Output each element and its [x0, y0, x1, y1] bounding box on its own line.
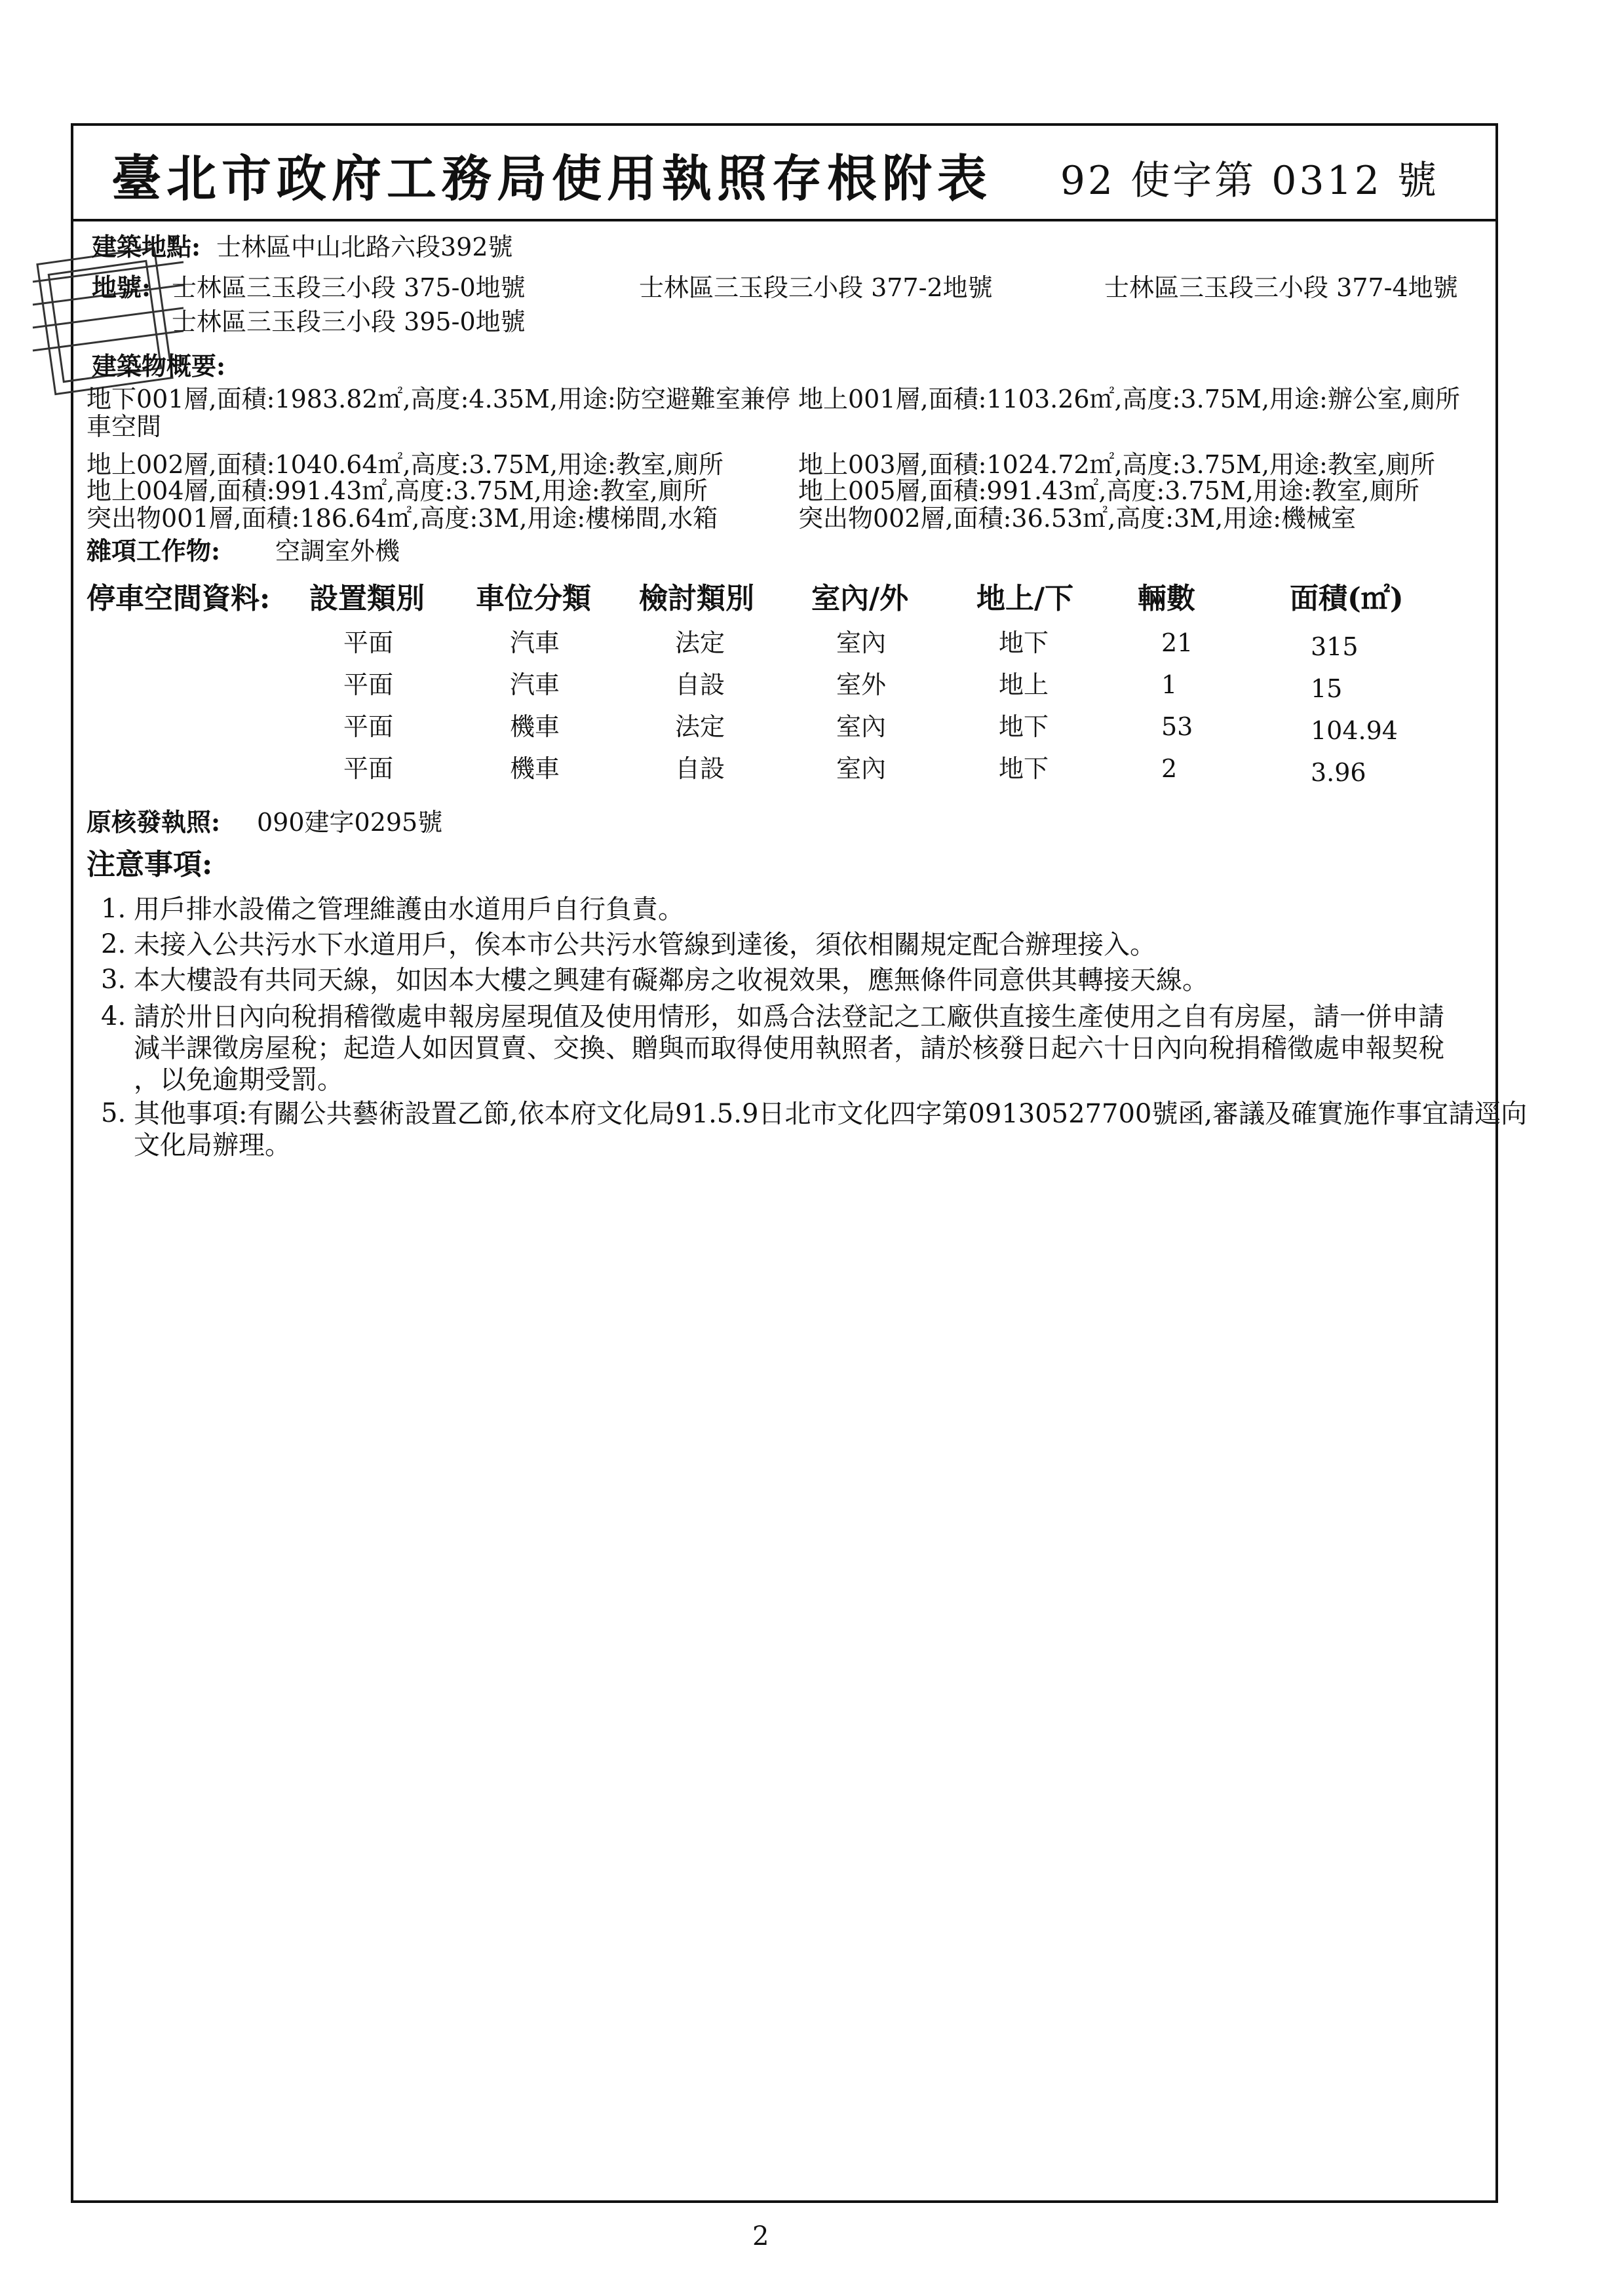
title-row — [71, 123, 1498, 221]
parking-header: 檢討類別 — [639, 582, 754, 615]
table-cell: 機車 — [510, 754, 560, 783]
floor-3: 地上003層,面積:1024.72㎡,高度:3.75M,用途:教室,廁所 — [798, 450, 1435, 479]
table-cell: 地下 — [999, 754, 1049, 783]
floor-5: 地上005層,面積:991.43㎡,高度:3.75M,用途:教室,廁所 — [798, 476, 1419, 505]
table-cell: 地下 — [999, 628, 1049, 657]
floor-1: 地上001層,面積:1103.26㎡,高度:3.75M,用途:辦公室,廁所 — [798, 385, 1460, 413]
table-cell: 1 — [1161, 670, 1178, 699]
floor-b1: 地下001層,面積:1983.82㎡,高度:4.35M,用途:防空避難室兼停 — [87, 385, 790, 413]
address-value: 士林區中山北路六段392號 — [216, 233, 513, 261]
table-cell: 法定 — [675, 628, 725, 657]
table-cell: 平面 — [343, 712, 394, 741]
table-cell: 室外 — [836, 670, 887, 699]
lot-4: 士林區三玉段三小段 395-0地號 — [172, 307, 526, 336]
table-cell: 自設 — [675, 670, 725, 699]
permit-number: 92 使字第 0312 號 — [1060, 158, 1439, 204]
page-number: 2 — [752, 2221, 769, 2251]
penthouse-1: 突出物001層,面積:186.64㎡,高度:3M,用途:樓梯間,水箱 — [87, 504, 718, 533]
misc-label: 雜項工作物: — [87, 536, 221, 565]
floor-b1-cont: 車空間 — [87, 412, 162, 441]
note-item: 請於卅日內向稅捐稽徵處申報房屋現值及使用情形，如爲合法登記之工廠供直接生產使用之自有房屋，請一併申請 減半課徵房屋稅；起造人如因買賣、交換、贈與而取得使用執照者，請於核發日起六十日內向稅捐稽徵處申報契稅 ，以免逾期受罰。 — [134, 1002, 1444, 1095]
table-cell: 室內 — [836, 712, 887, 741]
penthouse-2: 突出物002層,面積:36.53㎡,高度:3M,用途:機械室 — [798, 504, 1357, 533]
table-cell: 15 — [1311, 674, 1343, 703]
table-cell: 53 — [1161, 712, 1193, 741]
table-cell: 機車 — [510, 712, 560, 741]
floor-4: 地上004層,面積:991.43㎡,高度:3.75M,用途:教室,廁所 — [87, 476, 708, 505]
parking-label: 停車空間資料: — [87, 582, 271, 615]
floor-2: 地上002層,面積:1040.64㎡,高度:3.75M,用途:教室,廁所 — [87, 450, 723, 479]
note-item: 其他事項:有關公共藝術設置乙節,依本府文化局91.5.9日北市文化四字第09130527700號函,審議及確實施作事宜請逕向 文化局辦理。 — [134, 1099, 1528, 1160]
table-cell: 21 — [1161, 628, 1193, 657]
lot-2: 士林區三玉段三小段 377-2地號 — [639, 273, 993, 302]
parking-header: 輛數 — [1138, 582, 1195, 615]
table-cell: 自設 — [675, 754, 725, 783]
table-cell: 室內 — [836, 628, 887, 657]
note-item: 用戶排水設備之管理維護由水道用戶自行負責。 — [134, 894, 684, 925]
parking-header: 地上/下 — [976, 582, 1074, 615]
table-cell: 汽車 — [510, 628, 560, 657]
table-cell: 104.94 — [1311, 716, 1398, 745]
table-cell: 平面 — [343, 628, 394, 657]
page-title: 臺北市政府工務局使用執照存根附表 — [111, 149, 992, 208]
note-item: 未接入公共污水下水道用戶，俟本市公共污水管線到達後，須依相關規定配合辦理接入。 — [134, 930, 1156, 960]
lot-label: 地號: — [92, 273, 151, 302]
table-cell: 315 — [1311, 632, 1359, 661]
note-number: 4. — [101, 1001, 126, 1031]
parking-header: 設置類別 — [309, 582, 425, 615]
table-cell: 平面 — [343, 754, 394, 783]
note-number: 3. — [101, 965, 126, 995]
parking-header: 室內/外 — [811, 582, 909, 615]
table-cell: 地上 — [999, 670, 1049, 699]
note-number: 1. — [101, 894, 126, 924]
parking-header: 面積(㎡) — [1290, 582, 1404, 615]
note-number: 5. — [101, 1098, 126, 1128]
misc-value: 空調室外機 — [275, 537, 400, 565]
table-cell: 平面 — [343, 670, 394, 699]
table-cell: 室內 — [836, 754, 887, 783]
lot-1: 士林區三玉段三小段 375-0地號 — [172, 273, 526, 302]
note-item: 本大樓設有共同天線，如因本大樓之興建有礙鄰房之收視效果，應無條件同意供其轉接天線。 — [134, 965, 1208, 995]
overview-label: 建築物概要: — [92, 351, 226, 381]
table-cell: 法定 — [675, 712, 725, 741]
notes-label: 注意事項: — [87, 848, 213, 881]
table-cell: 2 — [1161, 754, 1178, 783]
note-number: 2. — [101, 929, 126, 959]
table-cell: 3.96 — [1311, 758, 1366, 787]
lot-3: 士林區三玉段三小段 377-4地號 — [1104, 273, 1458, 302]
address-label: 建築地點: — [92, 232, 201, 261]
original-permit-label: 原核發執照: — [87, 807, 221, 837]
parking-header: 車位分類 — [476, 582, 591, 615]
table-cell: 地下 — [999, 712, 1049, 741]
table-cell: 汽車 — [510, 670, 560, 699]
original-permit-value: 090建字0295號 — [257, 808, 443, 837]
document-border — [71, 123, 1498, 2203]
